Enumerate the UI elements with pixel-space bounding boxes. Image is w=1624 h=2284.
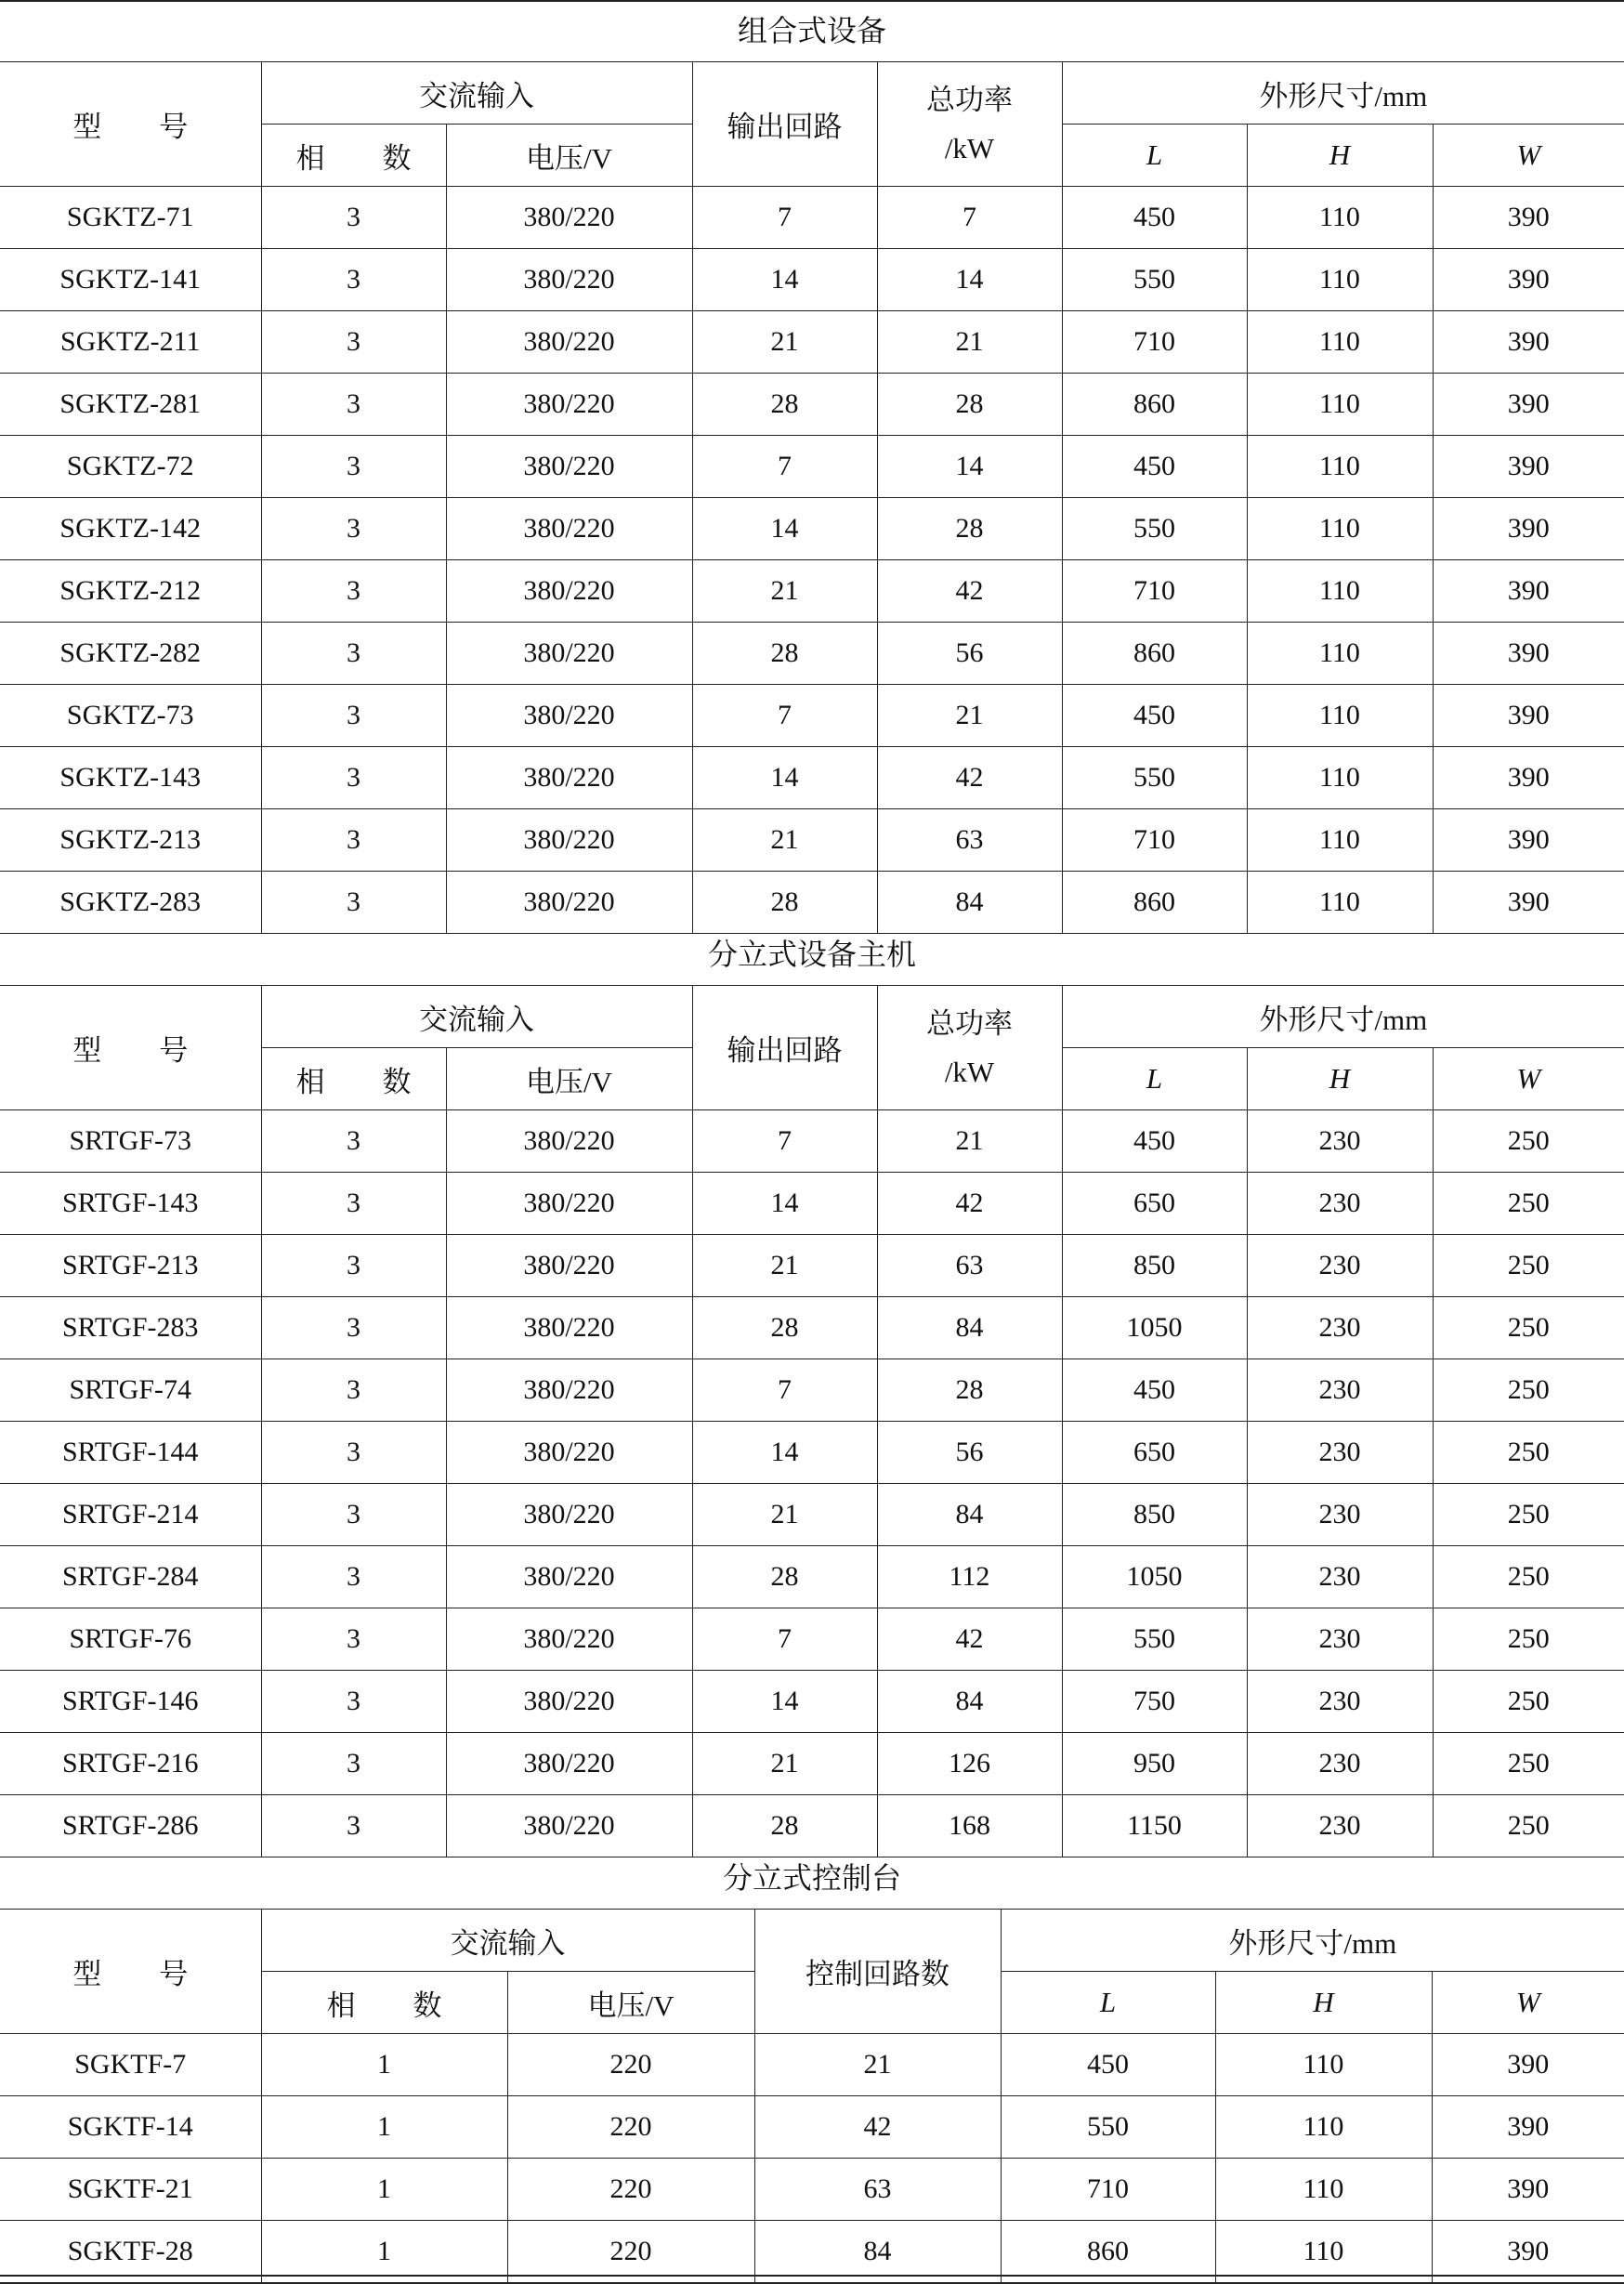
cell-voltage: 380/220 bbox=[446, 187, 692, 249]
cell-width: 250 bbox=[1433, 1671, 1624, 1733]
cell-output-circuits: 21 bbox=[692, 1235, 877, 1297]
cell-phase: 3 bbox=[261, 1297, 446, 1359]
cell-control-circuits: 84 bbox=[754, 2221, 1001, 2283]
cell-output-circuits: 14 bbox=[692, 1422, 877, 1484]
header-length: L bbox=[1001, 1972, 1215, 2034]
cell-height: 110 bbox=[1247, 374, 1433, 436]
cell-phase: 3 bbox=[261, 1795, 446, 1857]
table-body-split-host bbox=[0, 1110, 1624, 1857]
cell-voltage: 380/220 bbox=[446, 685, 692, 747]
cell-height: 230 bbox=[1247, 1608, 1433, 1671]
header-width: W bbox=[1432, 1972, 1624, 2034]
cell-length: 650 bbox=[1062, 1173, 1247, 1235]
cell-length: 450 bbox=[1062, 1359, 1247, 1422]
cell-output-circuits: 7 bbox=[692, 187, 877, 249]
header-ac-input: 交流输入 bbox=[261, 62, 692, 125]
cell-width: 390 bbox=[1432, 2221, 1624, 2283]
section-title-split-console: 分立式控制台 bbox=[722, 1860, 901, 1896]
cell-length: 450 bbox=[1001, 2034, 1215, 2096]
table-row bbox=[0, 623, 1624, 685]
header-phase: 相 数 bbox=[261, 125, 446, 187]
cell-total-power: 63 bbox=[877, 1235, 1062, 1297]
cell-height: 110 bbox=[1247, 436, 1433, 498]
cell-model: SGKTZ-71 bbox=[0, 187, 261, 249]
cell-width: 250 bbox=[1433, 1546, 1624, 1608]
cell-total-power: 84 bbox=[877, 872, 1062, 934]
cell-model: SRTGF-76 bbox=[0, 1608, 261, 1671]
cell-height: 110 bbox=[1247, 249, 1433, 311]
cell-width: 390 bbox=[1433, 623, 1624, 685]
cell-length: 1150 bbox=[1062, 1795, 1247, 1857]
cell-voltage: 380/220 bbox=[446, 1671, 692, 1733]
cell-control-circuits: 63 bbox=[754, 2159, 1001, 2221]
cell-height: 110 bbox=[1247, 623, 1433, 685]
cell-phase: 3 bbox=[261, 311, 446, 374]
cell-phase: 3 bbox=[261, 187, 446, 249]
header-output-circuits: 输出回路 bbox=[692, 986, 877, 1110]
cell-model: SGKTZ-73 bbox=[0, 685, 261, 747]
cell-phase: 3 bbox=[261, 623, 446, 685]
header-output-circuits: 输出回路 bbox=[692, 62, 877, 187]
cell-height: 110 bbox=[1247, 809, 1433, 872]
cell-model: SGKTZ-282 bbox=[0, 623, 261, 685]
cell-voltage: 380/220 bbox=[446, 872, 692, 934]
cell-total-power: 42 bbox=[877, 1608, 1062, 1671]
cell-width: 390 bbox=[1433, 249, 1624, 311]
table-row bbox=[0, 1733, 1624, 1795]
cell-total-power: 7 bbox=[877, 187, 1062, 249]
cell-model: SGKTZ-283 bbox=[0, 872, 261, 934]
header-voltage: 电压/V bbox=[446, 125, 692, 187]
cell-total-power: 168 bbox=[877, 1795, 1062, 1857]
cell-phase: 3 bbox=[261, 1422, 446, 1484]
header-total-power-label: 总功率 /kW bbox=[926, 83, 1013, 164]
cell-voltage: 220 bbox=[507, 2034, 754, 2096]
cell-model: SGKTZ-281 bbox=[0, 374, 261, 436]
cell-height: 110 bbox=[1215, 2096, 1432, 2159]
cell-phase: 3 bbox=[261, 249, 446, 311]
cell-phase: 3 bbox=[261, 1484, 446, 1546]
header-width: W bbox=[1433, 1048, 1624, 1110]
header-length: L bbox=[1062, 125, 1247, 187]
cell-height: 110 bbox=[1247, 187, 1433, 249]
cell-model: SRTGF-143 bbox=[0, 1173, 261, 1235]
cell-total-power: 42 bbox=[877, 747, 1062, 809]
cell-total-power: 28 bbox=[877, 498, 1062, 560]
cell-width: 250 bbox=[1433, 1235, 1624, 1297]
table-split-host bbox=[0, 985, 1624, 1857]
cell-total-power: 56 bbox=[877, 1422, 1062, 1484]
section-title-combined: 组合式设备 bbox=[737, 13, 886, 48]
cell-phase: 3 bbox=[261, 498, 446, 560]
cell-voltage: 380/220 bbox=[446, 1546, 692, 1608]
table-body-combined bbox=[0, 187, 1624, 934]
cell-model: SGKTZ-143 bbox=[0, 747, 261, 809]
table-row bbox=[0, 1110, 1624, 1173]
cell-length: 550 bbox=[1062, 1608, 1247, 1671]
cell-total-power: 126 bbox=[877, 1733, 1062, 1795]
cell-total-power: 21 bbox=[877, 311, 1062, 374]
cell-output-circuits: 14 bbox=[692, 1173, 877, 1235]
cell-length: 860 bbox=[1062, 872, 1247, 934]
cell-model: SRTGF-146 bbox=[0, 1671, 261, 1733]
cell-length: 550 bbox=[1001, 2096, 1215, 2159]
cell-width: 390 bbox=[1433, 187, 1624, 249]
cell-total-power: 14 bbox=[877, 249, 1062, 311]
cell-voltage: 380/220 bbox=[446, 498, 692, 560]
cell-length: 950 bbox=[1062, 1733, 1247, 1795]
cell-total-power: 56 bbox=[877, 623, 1062, 685]
cell-output-circuits: 28 bbox=[692, 1297, 877, 1359]
cell-width: 390 bbox=[1432, 2159, 1624, 2221]
cell-height: 230 bbox=[1247, 1422, 1433, 1484]
cell-total-power: 84 bbox=[877, 1484, 1062, 1546]
cell-model: SGKTZ-212 bbox=[0, 560, 261, 623]
table-row bbox=[0, 809, 1624, 872]
table-row bbox=[0, 2034, 1624, 2096]
table-split-console bbox=[0, 1909, 1624, 2283]
header-height: H bbox=[1247, 125, 1433, 187]
cell-phase: 3 bbox=[261, 436, 446, 498]
cell-voltage: 380/220 bbox=[446, 623, 692, 685]
cell-model: SRTGF-144 bbox=[0, 1422, 261, 1484]
cell-height: 110 bbox=[1247, 872, 1433, 934]
cell-total-power: 21 bbox=[877, 1110, 1062, 1173]
cell-phase: 3 bbox=[261, 1546, 446, 1608]
cell-voltage: 380/220 bbox=[446, 436, 692, 498]
header-width: W bbox=[1433, 125, 1624, 187]
cell-phase: 3 bbox=[261, 809, 446, 872]
cell-height: 230 bbox=[1247, 1484, 1433, 1546]
cell-width: 250 bbox=[1433, 1110, 1624, 1173]
cell-height: 110 bbox=[1215, 2221, 1432, 2283]
table-row bbox=[0, 2096, 1624, 2159]
cell-height: 230 bbox=[1247, 1733, 1433, 1795]
cell-model: SGKTF-7 bbox=[0, 2034, 261, 2096]
header-voltage: 电压/V bbox=[446, 1048, 692, 1110]
cell-width: 390 bbox=[1433, 560, 1624, 623]
cell-model: SRTGF-213 bbox=[0, 1235, 261, 1297]
cell-phase: 3 bbox=[261, 685, 446, 747]
cell-phase: 3 bbox=[261, 872, 446, 934]
table-row bbox=[0, 1484, 1624, 1546]
cell-height: 110 bbox=[1215, 2034, 1432, 2096]
cell-phase: 1 bbox=[261, 2221, 507, 2283]
cell-height: 110 bbox=[1247, 685, 1433, 747]
cell-voltage: 380/220 bbox=[446, 1235, 692, 1297]
section-title-split-host: 分立式设备主机 bbox=[707, 937, 916, 972]
cell-total-power: 63 bbox=[877, 809, 1062, 872]
table-row bbox=[0, 1173, 1624, 1235]
cell-voltage: 220 bbox=[507, 2221, 754, 2283]
cell-phase: 3 bbox=[261, 560, 446, 623]
cell-width: 390 bbox=[1432, 2034, 1624, 2096]
cell-voltage: 380/220 bbox=[446, 1110, 692, 1173]
cell-width: 250 bbox=[1433, 1173, 1624, 1235]
cell-length: 710 bbox=[1062, 311, 1247, 374]
cell-length: 450 bbox=[1062, 187, 1247, 249]
table-combined bbox=[0, 61, 1624, 934]
table-row bbox=[0, 374, 1624, 436]
cell-output-circuits: 7 bbox=[692, 436, 877, 498]
cell-phase: 1 bbox=[261, 2159, 507, 2221]
header-height: H bbox=[1247, 1048, 1433, 1110]
cell-voltage: 380/220 bbox=[446, 1608, 692, 1671]
cell-height: 110 bbox=[1215, 2159, 1432, 2221]
header-model: 型 号 bbox=[0, 986, 261, 1110]
cell-width: 390 bbox=[1433, 374, 1624, 436]
cell-height: 230 bbox=[1247, 1359, 1433, 1422]
cell-width: 390 bbox=[1433, 436, 1624, 498]
cell-width: 390 bbox=[1433, 498, 1624, 560]
cell-voltage: 380/220 bbox=[446, 747, 692, 809]
cell-length: 710 bbox=[1062, 809, 1247, 872]
cell-height: 110 bbox=[1247, 560, 1433, 623]
header-dimensions: 外形尺寸/mm bbox=[1062, 986, 1624, 1048]
cell-model: SGKTZ-213 bbox=[0, 809, 261, 872]
table-row bbox=[0, 1422, 1624, 1484]
table-row bbox=[0, 436, 1624, 498]
cell-phase: 3 bbox=[261, 374, 446, 436]
cell-control-circuits: 21 bbox=[754, 2034, 1001, 2096]
table-row bbox=[0, 1359, 1624, 1422]
cell-control-circuits: 42 bbox=[754, 2096, 1001, 2159]
cell-voltage: 380/220 bbox=[446, 560, 692, 623]
cell-phase: 1 bbox=[261, 2034, 507, 2096]
cell-output-circuits: 28 bbox=[692, 1546, 877, 1608]
cell-length: 750 bbox=[1062, 1671, 1247, 1733]
cell-output-circuits: 14 bbox=[692, 249, 877, 311]
cell-model: SRTGF-74 bbox=[0, 1359, 261, 1422]
cell-length: 550 bbox=[1062, 498, 1247, 560]
cell-voltage: 380/220 bbox=[446, 1733, 692, 1795]
cell-length: 710 bbox=[1001, 2159, 1215, 2221]
cell-width: 250 bbox=[1433, 1422, 1624, 1484]
cell-model: SGKTF-21 bbox=[0, 2159, 261, 2221]
cell-length: 850 bbox=[1062, 1235, 1247, 1297]
cell-width: 390 bbox=[1432, 2096, 1624, 2159]
cell-width: 250 bbox=[1433, 1795, 1624, 1857]
cell-total-power: 42 bbox=[877, 1173, 1062, 1235]
table-row bbox=[0, 311, 1624, 374]
cell-model: SGKTF-28 bbox=[0, 2221, 261, 2283]
cell-total-power: 84 bbox=[877, 1671, 1062, 1733]
cell-output-circuits: 14 bbox=[692, 1671, 877, 1733]
cell-total-power: 84 bbox=[877, 1297, 1062, 1359]
table-row bbox=[0, 187, 1624, 249]
table-row bbox=[0, 685, 1624, 747]
cell-model: SGKTZ-211 bbox=[0, 311, 261, 374]
cell-phase: 3 bbox=[261, 1359, 446, 1422]
cell-output-circuits: 28 bbox=[692, 1795, 877, 1857]
table-row bbox=[0, 560, 1624, 623]
cell-phase: 3 bbox=[261, 1235, 446, 1297]
table-row bbox=[0, 1546, 1624, 1608]
cell-height: 230 bbox=[1247, 1235, 1433, 1297]
cell-output-circuits: 21 bbox=[692, 560, 877, 623]
cell-output-circuits: 7 bbox=[692, 685, 877, 747]
cell-phase: 3 bbox=[261, 1671, 446, 1733]
cell-length: 860 bbox=[1062, 374, 1247, 436]
table-row bbox=[0, 1671, 1624, 1733]
cell-length: 450 bbox=[1062, 1110, 1247, 1173]
cell-length: 450 bbox=[1062, 436, 1247, 498]
cell-height: 230 bbox=[1247, 1546, 1433, 1608]
header-height: H bbox=[1215, 1972, 1432, 2034]
cell-voltage: 380/220 bbox=[446, 1297, 692, 1359]
cell-length: 710 bbox=[1062, 560, 1247, 623]
cell-total-power: 21 bbox=[877, 685, 1062, 747]
header-total-power-label: 总功率 /kW bbox=[926, 1006, 1013, 1088]
cell-voltage: 380/220 bbox=[446, 1795, 692, 1857]
header-length: L bbox=[1062, 1048, 1247, 1110]
cell-height: 230 bbox=[1247, 1297, 1433, 1359]
cell-output-circuits: 28 bbox=[692, 374, 877, 436]
cell-phase: 1 bbox=[261, 2096, 507, 2159]
cell-length: 550 bbox=[1062, 747, 1247, 809]
cell-height: 110 bbox=[1247, 747, 1433, 809]
cell-model: SGKTZ-142 bbox=[0, 498, 261, 560]
cell-output-circuits: 21 bbox=[692, 1733, 877, 1795]
table-row bbox=[0, 2221, 1624, 2283]
cell-model: SRTGF-214 bbox=[0, 1484, 261, 1546]
header-total-power bbox=[877, 986, 1062, 1110]
table-row bbox=[0, 1297, 1624, 1359]
cell-model: SRTGF-284 bbox=[0, 1546, 261, 1608]
cell-width: 390 bbox=[1433, 872, 1624, 934]
header-phase: 相 数 bbox=[261, 1972, 507, 2034]
table-row bbox=[0, 249, 1624, 311]
table-row bbox=[0, 747, 1624, 809]
cell-length: 1050 bbox=[1062, 1546, 1247, 1608]
cell-model: SRTGF-216 bbox=[0, 1733, 261, 1795]
cell-width: 250 bbox=[1433, 1733, 1624, 1795]
cell-height: 230 bbox=[1247, 1110, 1433, 1173]
cell-output-circuits: 7 bbox=[692, 1359, 877, 1422]
header-ac-input: 交流输入 bbox=[261, 986, 692, 1048]
header-model: 型 号 bbox=[0, 62, 261, 187]
cell-output-circuits: 7 bbox=[692, 1608, 877, 1671]
cell-output-circuits: 21 bbox=[692, 809, 877, 872]
cell-length: 650 bbox=[1062, 1422, 1247, 1484]
cell-width: 390 bbox=[1433, 685, 1624, 747]
cell-model: SGKTZ-72 bbox=[0, 436, 261, 498]
cell-length: 850 bbox=[1062, 1484, 1247, 1546]
cell-width: 250 bbox=[1433, 1484, 1624, 1546]
header-control-circuits: 控制回路数 bbox=[754, 1910, 1001, 2034]
cell-total-power: 14 bbox=[877, 436, 1062, 498]
cell-height: 110 bbox=[1247, 311, 1433, 374]
header-model: 型 号 bbox=[0, 1910, 261, 2034]
cell-voltage: 380/220 bbox=[446, 809, 692, 872]
cell-model: SGKTF-14 bbox=[0, 2096, 261, 2159]
cell-phase: 3 bbox=[261, 1608, 446, 1671]
cell-length: 1050 bbox=[1062, 1297, 1247, 1359]
cell-model: SRTGF-286 bbox=[0, 1795, 261, 1857]
cell-height: 230 bbox=[1247, 1795, 1433, 1857]
cell-model: SRTGF-73 bbox=[0, 1110, 261, 1173]
cell-output-circuits: 14 bbox=[692, 498, 877, 560]
header-phase: 相 数 bbox=[261, 1048, 446, 1110]
table-row bbox=[0, 2159, 1624, 2221]
table-body-split-console bbox=[0, 2034, 1624, 2283]
cell-voltage: 220 bbox=[507, 2159, 754, 2221]
cell-voltage: 380/220 bbox=[446, 311, 692, 374]
cell-total-power: 28 bbox=[877, 374, 1062, 436]
cell-phase: 3 bbox=[261, 747, 446, 809]
bottom-double-rule bbox=[0, 2275, 1624, 2284]
cell-output-circuits: 28 bbox=[692, 623, 877, 685]
cell-output-circuits: 7 bbox=[692, 1110, 877, 1173]
header-dimensions: 外形尺寸/mm bbox=[1062, 62, 1624, 125]
cell-length: 450 bbox=[1062, 685, 1247, 747]
cell-phase: 3 bbox=[261, 1733, 446, 1795]
cell-total-power: 28 bbox=[877, 1359, 1062, 1422]
cell-model: SRTGF-283 bbox=[0, 1297, 261, 1359]
table-row bbox=[0, 1235, 1624, 1297]
cell-width: 390 bbox=[1433, 747, 1624, 809]
cell-width: 250 bbox=[1433, 1297, 1624, 1359]
header-total-power bbox=[877, 62, 1062, 187]
cell-voltage: 220 bbox=[507, 2096, 754, 2159]
cell-voltage: 380/220 bbox=[446, 374, 692, 436]
cell-width: 250 bbox=[1433, 1608, 1624, 1671]
cell-length: 860 bbox=[1062, 623, 1247, 685]
cell-voltage: 380/220 bbox=[446, 1484, 692, 1546]
cell-voltage: 380/220 bbox=[446, 249, 692, 311]
header-voltage: 电压/V bbox=[507, 1972, 754, 2034]
cell-length: 860 bbox=[1001, 2221, 1215, 2283]
cell-height: 110 bbox=[1247, 498, 1433, 560]
cell-height: 230 bbox=[1247, 1173, 1433, 1235]
cell-width: 250 bbox=[1433, 1359, 1624, 1422]
table-row bbox=[0, 498, 1624, 560]
cell-output-circuits: 28 bbox=[692, 872, 877, 934]
cell-phase: 3 bbox=[261, 1110, 446, 1173]
cell-output-circuits: 21 bbox=[692, 311, 877, 374]
table-row bbox=[0, 1608, 1624, 1671]
cell-width: 390 bbox=[1433, 809, 1624, 872]
header-ac-input: 交流输入 bbox=[261, 1910, 754, 1972]
cell-voltage: 380/220 bbox=[446, 1359, 692, 1422]
cell-voltage: 380/220 bbox=[446, 1173, 692, 1235]
cell-total-power: 42 bbox=[877, 560, 1062, 623]
cell-total-power: 112 bbox=[877, 1546, 1062, 1608]
cell-length: 550 bbox=[1062, 249, 1247, 311]
cell-voltage: 380/220 bbox=[446, 1422, 692, 1484]
cell-width: 390 bbox=[1433, 311, 1624, 374]
cell-model: SGKTZ-141 bbox=[0, 249, 261, 311]
cell-height: 230 bbox=[1247, 1671, 1433, 1733]
cell-output-circuits: 21 bbox=[692, 1484, 877, 1546]
header-dimensions: 外形尺寸/mm bbox=[1001, 1910, 1624, 1972]
cell-output-circuits: 14 bbox=[692, 747, 877, 809]
cell-phase: 3 bbox=[261, 1173, 446, 1235]
